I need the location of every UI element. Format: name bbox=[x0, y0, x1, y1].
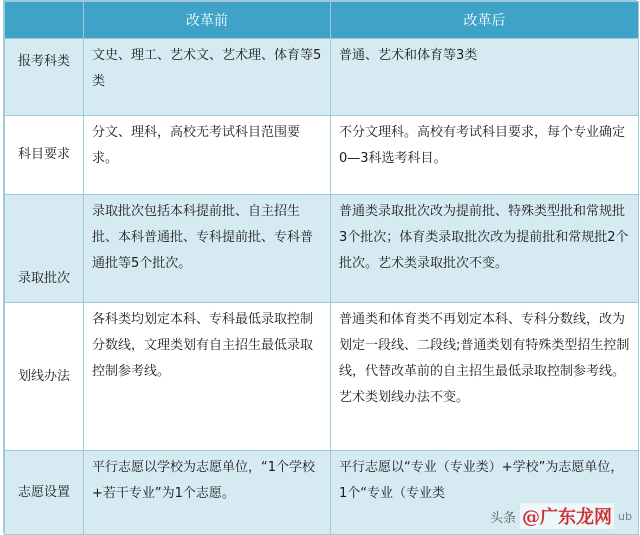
watermark-suffix: ub bbox=[618, 510, 632, 523]
reform-comparison-table-frame bbox=[3, 0, 637, 533]
cell-before: 平行志愿以学校为志愿单位，“1个学校+若干专业”为1个志愿。 bbox=[84, 451, 331, 535]
table-row bbox=[5, 116, 639, 195]
header-after: 改革后 bbox=[331, 2, 639, 39]
table-row bbox=[5, 303, 639, 451]
cell-after: 普通、艺术和体育等3类 bbox=[331, 39, 639, 116]
cell-before: 各科类均划定本科、专科最低录取控制分数线，文理类划有自主招生最低录取控制参考线。 bbox=[84, 303, 331, 451]
cell-before: 录取批次包括本科提前批、自主招生批、本科普通批、专科提前批、专科普通批等5个批次。 bbox=[84, 195, 331, 303]
cell-after: 平行志愿以“专业（专业类）+学校”为志愿单位，1个“专业（专业类 bbox=[331, 451, 639, 535]
row-label: 录取批次 bbox=[5, 195, 84, 303]
header-corner bbox=[5, 2, 84, 39]
table-row bbox=[5, 39, 639, 116]
cell-after: 普通类录取批次改为提前批、特殊类型批和常规批3个批次；体育类录取批次改为提前批和常规批2个批次。艺术类录取批次不变。 bbox=[331, 195, 639, 303]
cell-before: 分文、理科，高校无考试科目范围要求。 bbox=[84, 116, 331, 195]
header-before: 改革前 bbox=[84, 2, 331, 39]
source-watermark bbox=[490, 503, 632, 529]
table-row bbox=[5, 195, 639, 303]
cell-after: 不分文理科。高校有考试科目要求，每个专业确定0—3科选考科目。 bbox=[331, 116, 639, 195]
row-label: 科目要求 bbox=[5, 116, 84, 195]
table-header-row bbox=[5, 2, 639, 39]
row-label: 志愿设置 bbox=[5, 451, 84, 535]
cell-before: 文史、理工、艺术文、艺术理、体育等5类 bbox=[84, 39, 331, 116]
watermark-prefix: 头条 bbox=[490, 507, 516, 526]
reform-comparison-table bbox=[4, 1, 639, 535]
watermark-brand: @广东龙网 bbox=[520, 503, 614, 529]
row-label: 报考科类 bbox=[5, 39, 84, 116]
row-label: 划线办法 bbox=[5, 303, 84, 451]
cell-after: 普通类和体育类不再划定本科、专科分数线，改为划定一段线、二段线;普通类划有特殊类型招生控制线，代替改革前的自主招生最低录取控制参考线。艺术类划线办法不变。 bbox=[331, 303, 639, 451]
